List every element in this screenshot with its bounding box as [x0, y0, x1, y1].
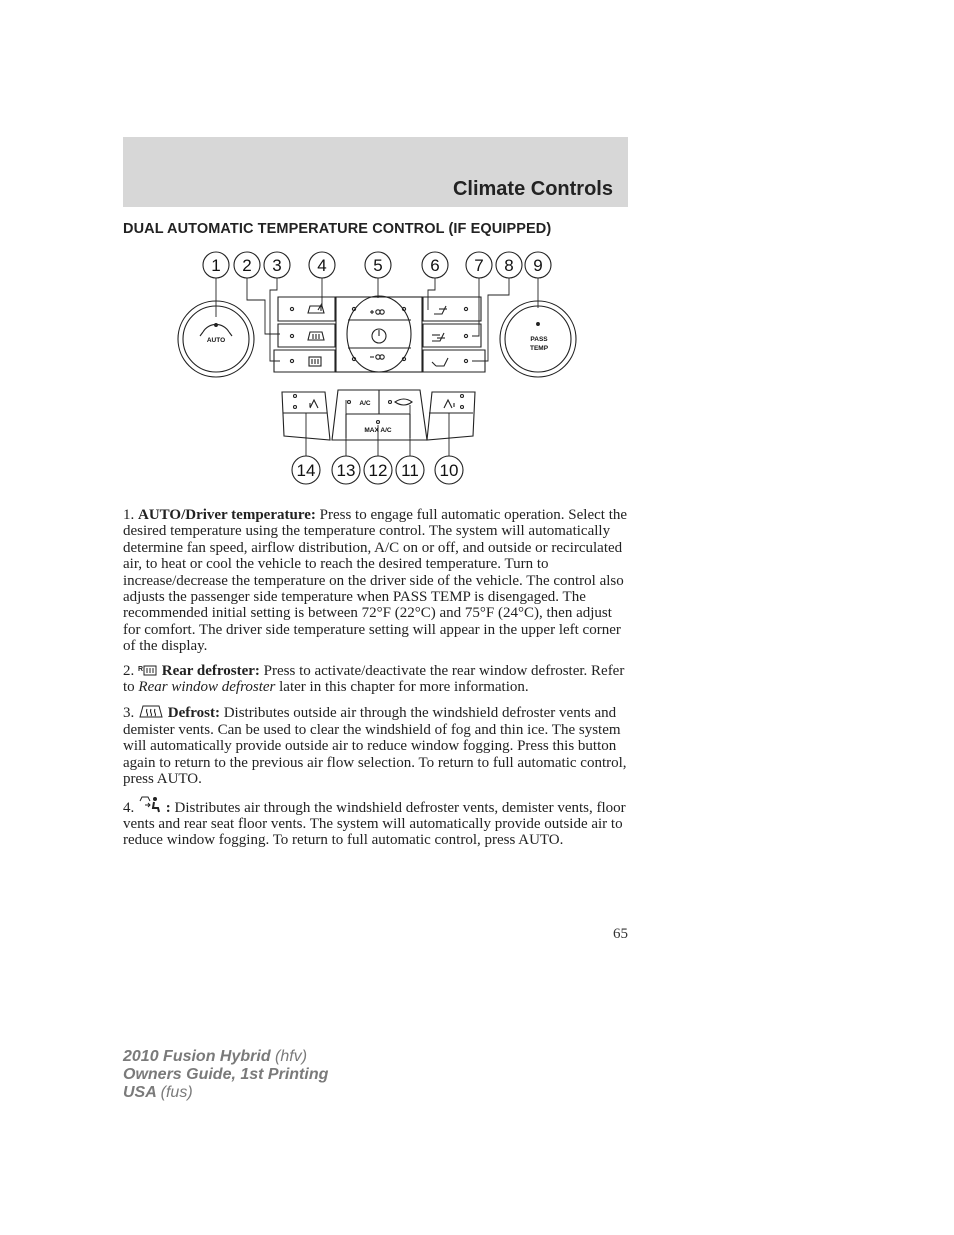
auto-label: AUTO — [206, 337, 226, 344]
temp-label: TEMP — [529, 345, 549, 352]
callout-7: 7 — [474, 256, 484, 275]
item-text: Press to activate/deactivate the rear window defroster. Refer to — [123, 662, 625, 696]
defrost-floor-icon — [138, 796, 162, 814]
climate-control-panel-diagram — [170, 250, 590, 490]
item-title: : — [165, 799, 171, 816]
footer-line-1 — [123, 1048, 328, 1066]
item-number: 4. — [123, 799, 135, 816]
item-text: later in this chapter for more information. — [275, 679, 529, 696]
callout-3: 3 — [272, 256, 282, 275]
item-title: Rear defroster: — [161, 662, 260, 679]
callout-5: 5 — [373, 256, 383, 275]
item-text: Distributes outside air through the windshield defroster vents and demister vents. Can be used to clear the windshield of fog and thin ice. The system will automatically provide outside air to reduce window fogging. Press this button again to return to the previous air flow selection. To return to full automatic control, press AUTO. — [123, 705, 627, 788]
front-defrost-icon — [138, 703, 164, 719]
callout-12: 12 — [368, 461, 388, 480]
rear-defrost-icon — [138, 664, 158, 677]
body-text — [123, 507, 633, 857]
footer-model-code: (hfv) — [275, 1048, 308, 1065]
right-seat-button — [427, 392, 475, 440]
item-text: Distributes air through the windshield defroster vents, demister vents, floor vents and rear seat floor vents. The system will automatically provide outside air to reduce window fogging. To return to full automatic control, press AUTO. — [123, 799, 626, 849]
item-2 — [123, 663, 633, 696]
item-number: 1. — [123, 507, 135, 523]
section-title: Climate Controls — [452, 178, 613, 200]
svg-text:R: R — [138, 665, 144, 673]
left-button-stack — [274, 297, 335, 372]
item-4 — [123, 796, 633, 849]
item-number: 3. — [123, 705, 135, 722]
item-reference: Rear window defroster — [138, 679, 276, 696]
callout-13: 13 — [336, 461, 356, 480]
callout-11: 11 — [401, 461, 419, 480]
max-ac-label: MAX A/C — [364, 427, 392, 434]
callout-2: 2 — [242, 256, 252, 275]
footer-market-code: (fus) — [160, 1084, 193, 1101]
footer-line-3 — [123, 1084, 328, 1102]
item-title: Defrost: — [167, 705, 220, 722]
ac-label: A/C — [359, 400, 371, 407]
callout-4: 4 — [317, 256, 327, 275]
page-heading: DUAL AUTOMATIC TEMPERATURE CONTROL (IF EQUIPPED) — [123, 221, 552, 237]
callout-1: 1 — [211, 256, 221, 275]
footer-model: 2010 Fusion Hybrid — [123, 1048, 271, 1065]
page-number: 65 — [613, 926, 628, 942]
section-header-band — [123, 137, 628, 207]
callout-10: 10 — [439, 461, 459, 480]
callout-9: 9 — [533, 256, 543, 275]
callout-6: 6 — [430, 256, 440, 275]
center-fan-panel — [336, 296, 422, 372]
item-title: AUTO/Driver temperature: — [138, 507, 316, 523]
item-3 — [123, 703, 633, 787]
pass-label: PASS — [530, 336, 548, 343]
footer-line-2: Owners Guide, 1st Printing — [123, 1066, 329, 1083]
callout-14: 14 — [296, 461, 316, 480]
item-text: Press to engage full automatic operation. Select the desired temperature using the temperature control. The system will automatically determine fan speed, airflow distribution, A/C on or off, and outside or recirculated air, to heat or cool the vehicle to reach the desired temperature. Turn to increase/decrease the temperature on the driver side of the vehicle. The control also adjusts the passenger side temperature when PASS TEMP is disengaged. The recommended initial setting is between 72°F (22°C) and 75°F (24°C), then adjust for comfort. The driver side temperature setting will appear in the upper left corner of the display. — [123, 507, 628, 655]
footer-market: USA — [123, 1084, 157, 1101]
callout-8: 8 — [504, 256, 514, 275]
item-1 — [123, 507, 633, 655]
item-number: 2. — [123, 662, 135, 679]
document-footer — [123, 1048, 328, 1102]
